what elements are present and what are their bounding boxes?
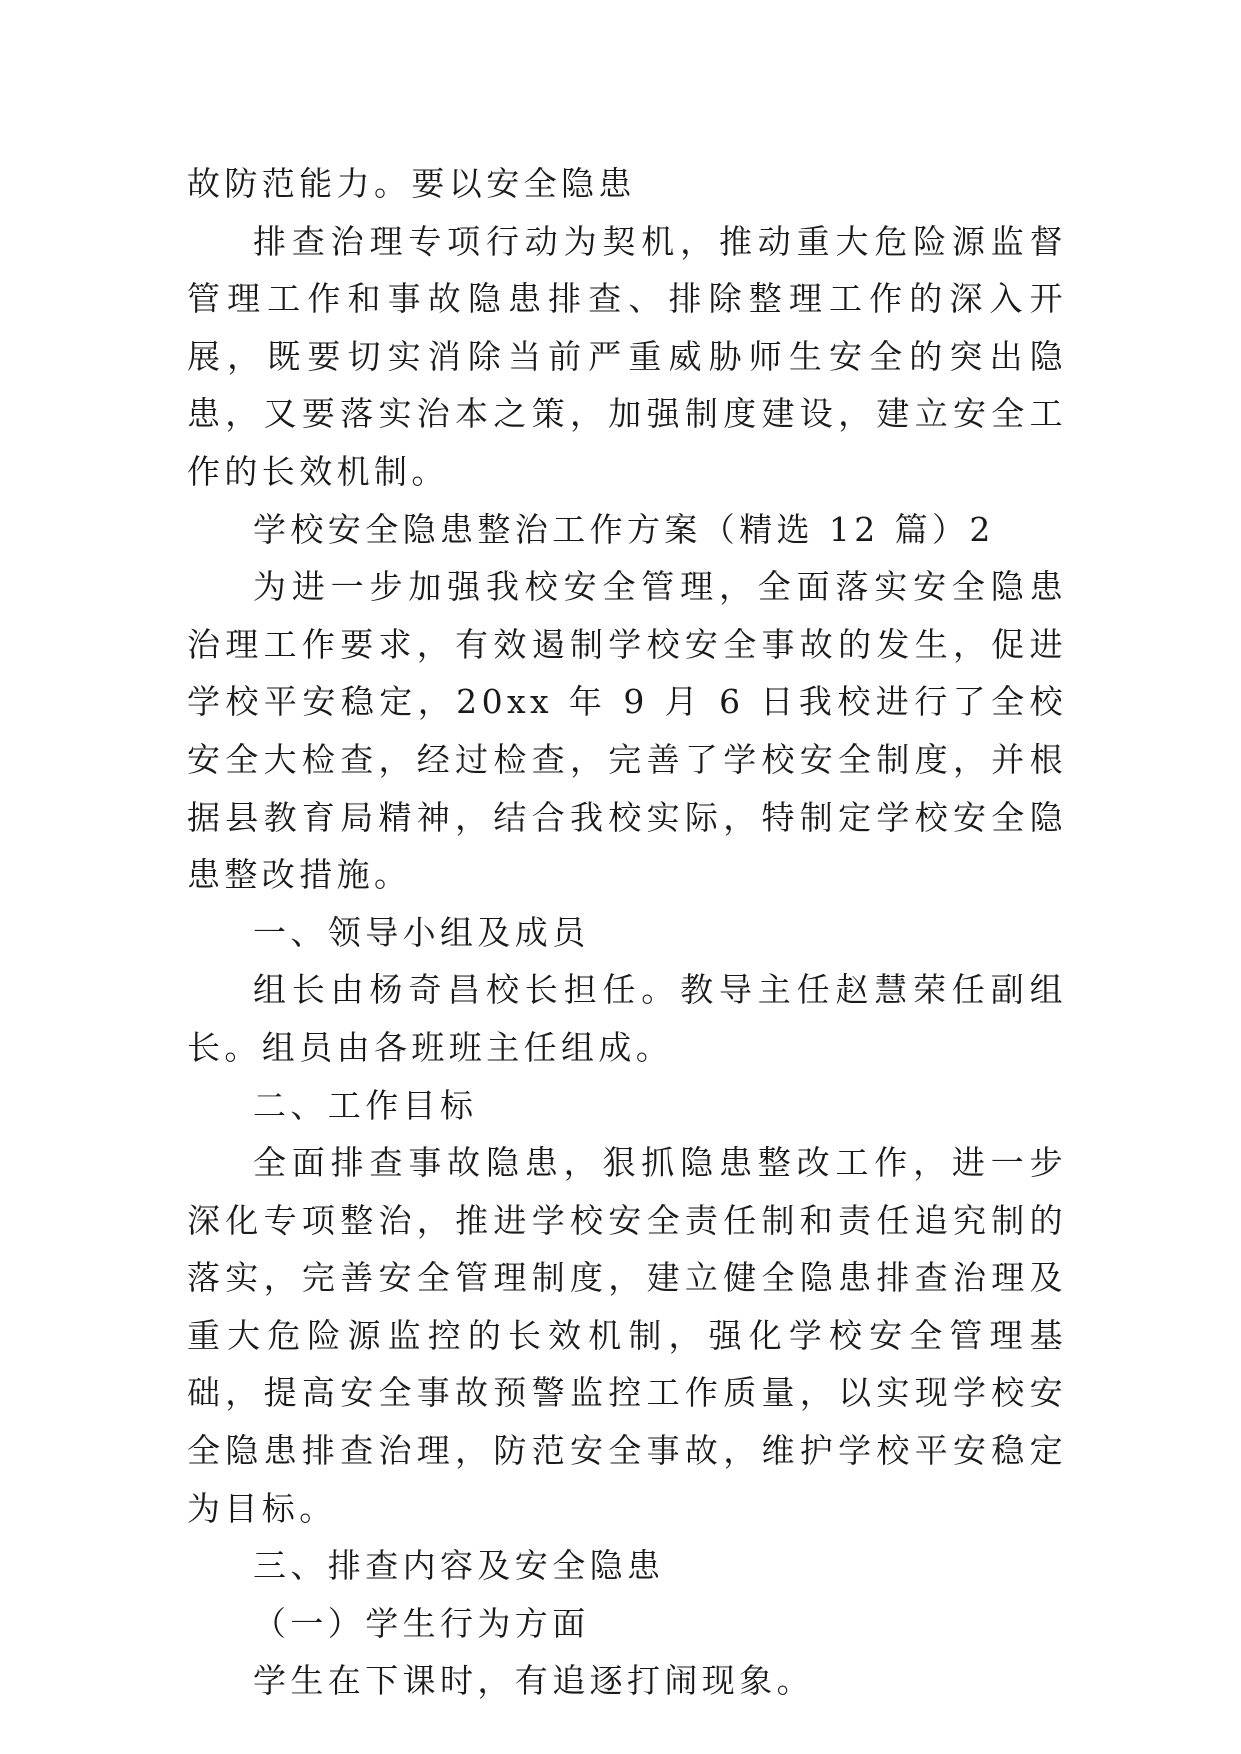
paragraph-hazard-campaign: 排查治理专项行动为契机，推动重大危险源监督管理工作和事故隐患排查、排除整理工作的深入开展，既要切实消除当前严重威胁师生安全的突出隐患，又要落实治本之策，加强制度建设，建立安全工作的长效机制。 <box>187 221 1067 491</box>
heading-inspection-content: 三、排查内容及安全隐患 <box>253 1546 665 1586</box>
section-title: 学校安全隐患整治工作方案（精选 12 篇）2 <box>253 509 995 549</box>
subheading-student-behavior: （一）学生行为方面 <box>253 1603 590 1643</box>
paragraph-work-goals: 全面排查事故隐患，狠抓隐患整改工作，进一步深化专项整治，推进学校安全责任制和责任追究制的落实，完善安全管理制度，建立健全隐患排查治理及重大危险源监控的长效机制，强化学校安全管理基础，提高安全事故预警监控工作质量，以实现学校安全隐患排查治理，防范安全事故，维护学校平安稳定为目标。 <box>187 1143 1067 1528</box>
paragraph-intro: 为进一步加强我校安全管理，全面落实安全隐患治理工作要求，有效遏制学校安全事故的发生，促进学校平安稳定，20xx 年 9 月 6 日我校进行了全校安全大检查，经过检查，完善了学校安全制度，并根据县教育局精神，结合我校实际，特制定学校安全隐患整改措施。 <box>187 567 1067 895</box>
heading-work-goals: 二、工作目标 <box>253 1085 478 1125</box>
paragraph-leadership-members: 组长由杨奇昌校长担任。教导主任赵慧荣任副组长。组员由各班班主任组成。 <box>187 970 1067 1067</box>
document-body <box>187 155 1067 1710</box>
paragraph-continuation: 故防范能力。要以安全隐患 <box>187 164 636 203</box>
heading-leadership-group: 一、领导小组及成员 <box>253 912 590 952</box>
paragraph-student-behavior: 学生在下课时，有追逐打闹现象。 <box>253 1661 814 1701</box>
